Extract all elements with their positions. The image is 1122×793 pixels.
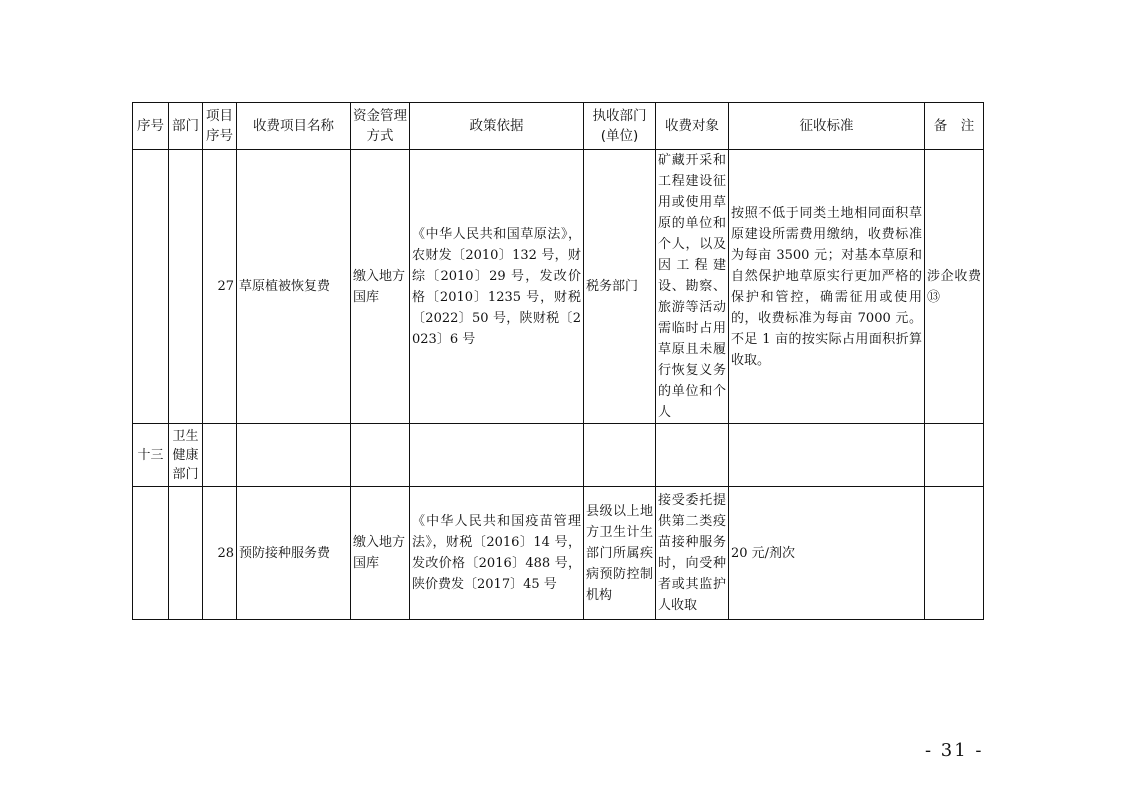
header-seq: 序号: [133, 103, 169, 150]
cell-seq: 十三: [133, 424, 169, 487]
cell-item-no: 27: [203, 150, 237, 424]
header-item-name: 收费项目名称: [237, 103, 351, 150]
cell-empty: [351, 424, 410, 487]
fee-table: [132, 102, 984, 620]
header-collector: 执收部门(单位): [584, 103, 656, 150]
cell-seq: [133, 487, 169, 620]
cell-dept: 卫生健康部门: [169, 424, 203, 487]
header-policy: 政策依据: [410, 103, 584, 150]
header-row: [133, 103, 984, 150]
table-row-grassland: [133, 150, 984, 424]
cell-target: 矿藏开采和工程建设征用或使用草原的单位和个人，以及因工程建设、勘察、旅游等活动需临时占用草原且未履行恢复义务的单位和个人: [656, 150, 729, 424]
cell-collector: 县级以上地方卫生计生部门所属疾病预防控制机构: [584, 487, 656, 620]
header-standard: 征收标准: [729, 103, 925, 150]
header-fund-mgmt: 资金管理方式: [351, 103, 410, 150]
cell-fund-mgmt: 缴入地方国库: [351, 487, 410, 620]
header-target: 收费对象: [656, 103, 729, 150]
header-dept: 部门: [169, 103, 203, 150]
cell-standard: 按照不低于同类土地相同面积草原建设所需费用缴纳，收费标准为每亩 3500 元；对基本草原和自然保护地草原实行更加严格的保护和管控，确需征用或使用的，收费标准为每亩 7000 元。不足 1 亩的按实际占用面积折算收取。: [729, 150, 925, 424]
cell-item-name: 草原植被恢复费: [237, 150, 351, 424]
cell-policy: 《中华人民共和国疫苗管理法》，财税〔2016〕14 号，发改价格〔2016〕488 号，陕价费发〔2017〕45 号: [410, 487, 584, 620]
cell-policy: 《中华人民共和国草原法》，农财发〔2010〕132 号，财综〔2010〕29 号，发改价格〔2010〕1235 号，财税〔2022〕50 号，陕财税〔2023〕6 号: [410, 150, 584, 424]
table-row-vaccine: [133, 487, 984, 620]
cell-seq: [133, 150, 169, 424]
cell-collector: 税务部门: [584, 150, 656, 424]
cell-remark: [925, 487, 984, 620]
table-row-health-dept: [133, 424, 984, 487]
cell-dept: [169, 487, 203, 620]
cell-empty: [729, 424, 925, 487]
page-number: - 31 -: [925, 740, 984, 761]
cell-item-no: 28: [203, 487, 237, 620]
cell-standard: 20 元/剂次: [729, 487, 925, 620]
header-item-no: 项目序号: [203, 103, 237, 150]
cell-empty: [656, 424, 729, 487]
cell-empty: [203, 424, 237, 487]
cell-item-name: 预防接种服务费: [237, 487, 351, 620]
cell-empty: [410, 424, 584, 487]
cell-empty: [584, 424, 656, 487]
header-remark: 备 注: [925, 103, 984, 150]
cell-target: 接受委托提供第二类疫苗接种服务时，向受种者或其监护人收取: [656, 487, 729, 620]
cell-remark: 涉企收费⑬: [925, 150, 984, 424]
cell-empty: [925, 424, 984, 487]
cell-empty: [237, 424, 351, 487]
cell-dept: [169, 150, 203, 424]
cell-fund-mgmt: 缴入地方国库: [351, 150, 410, 424]
